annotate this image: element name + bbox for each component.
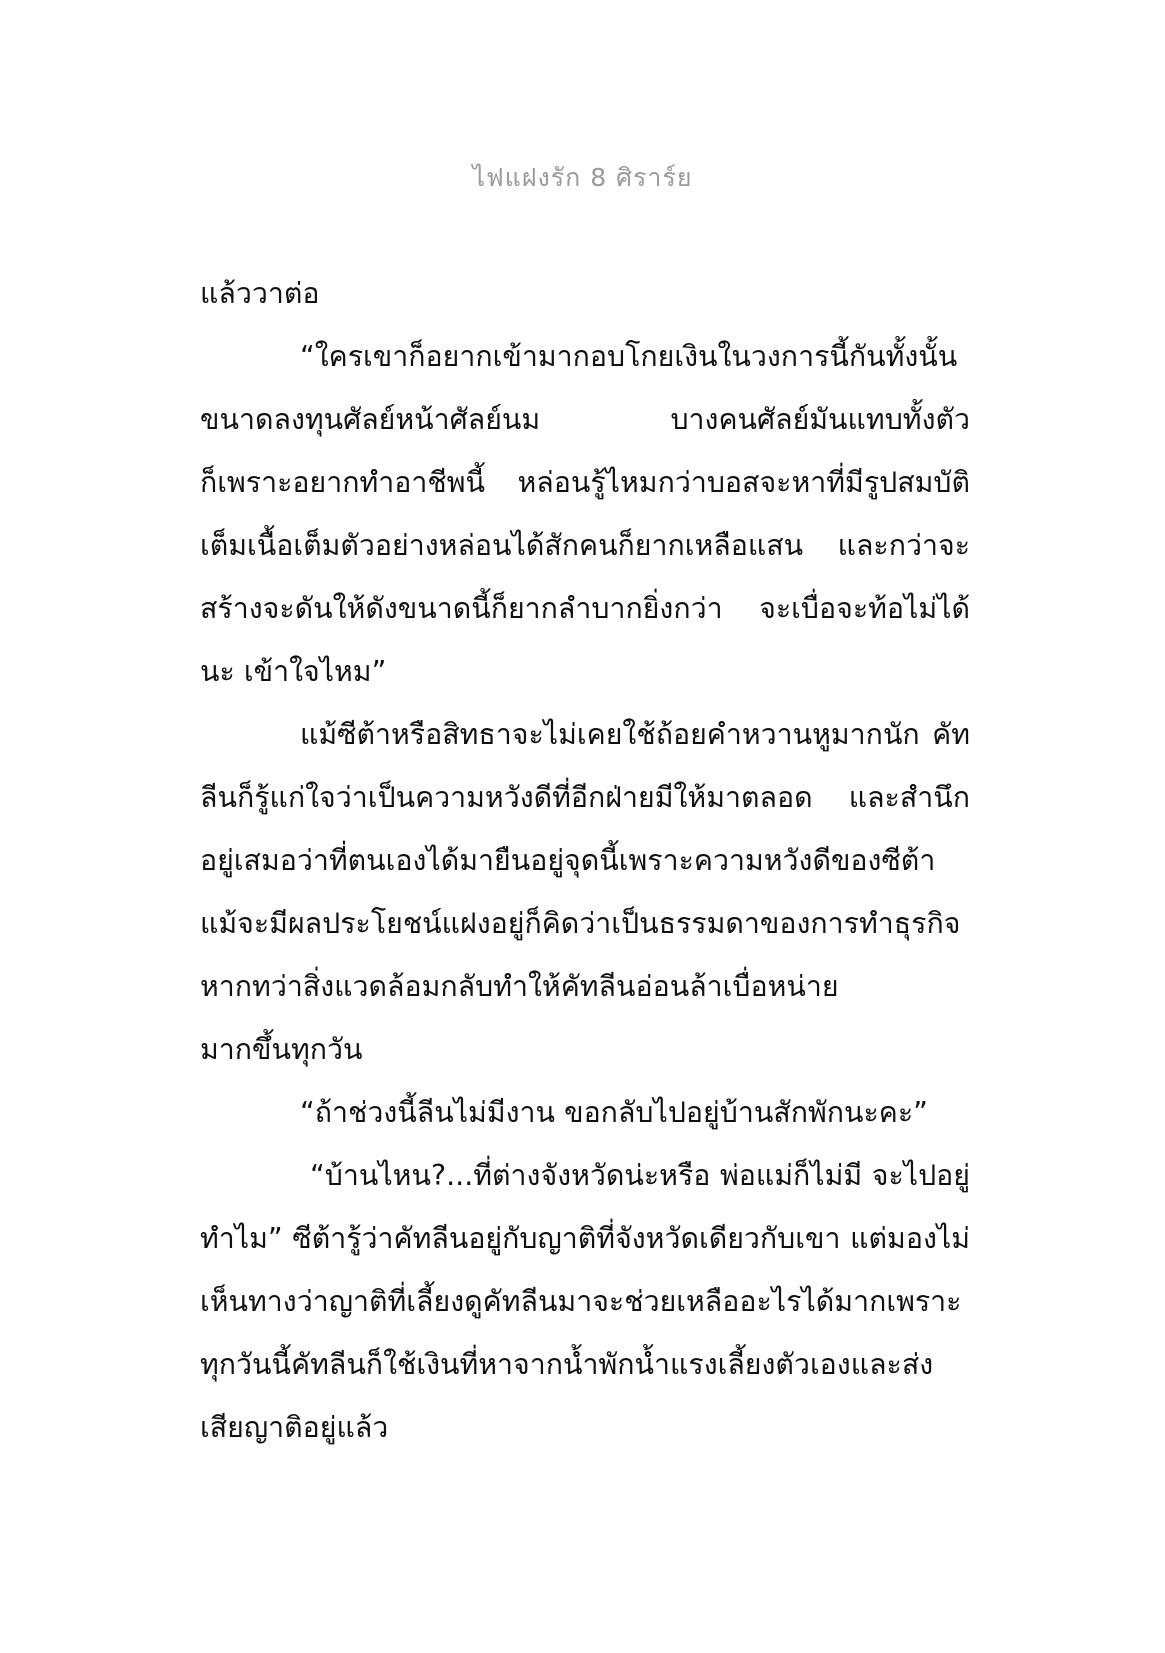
running-header: ไฟแฝงรัก 8 ศิราร์ย — [472, 163, 693, 192]
text-line: นะ เข้าใจไหม” — [200, 655, 387, 688]
text-line: ก็เพราะอยากทำอาชีพนี้ หล่อนรู้ไหมกว่าบอสจะหาที่มีรูปสมบัติ — [200, 466, 970, 499]
text-line: แม้จะมีผลประโยชน์แฝงอยู่ก็คิดว่าเป็นธรรมดาของการทำธุรกิจ — [200, 907, 961, 940]
text-line: ทุกวันนี้คัทลีนก็ใช้เงินที่หาจากน้ำพักน้ำแรงเลี้ยงตัวเองและส่ง — [200, 1348, 934, 1381]
text-line: ทำไม” ซีต้ารู้ว่าคัทลีนอยู่กับญาติที่จังหวัดเดียวกับเขา แต่มองไม่ — [200, 1222, 970, 1255]
text-line: เห็นทางว่าญาติที่เลี้ยงดูคัทลีนมาจะช่วยเหลืออะไรได้มากเพราะ — [200, 1285, 962, 1318]
text-line: แล้ววาต่อ — [200, 277, 320, 310]
text-line: “ใครเขาก็อยากเข้ามากอบโกยเงินในวงการนี้กันทั้งนั้น — [300, 340, 958, 373]
text-line: หากทว่าสิ่งแวดล้อมกลับทำให้คัทลีนอ่อนล้าเบื่อหน่าย — [200, 970, 839, 1003]
text-line: สร้างจะดันให้ดังขนาดนี้ก็ยากลำบากยิ่งกว่า จะเบื่อจะท้อไม่ได้ — [200, 592, 970, 625]
text-line: มากขึ้นทุกวัน — [200, 1033, 363, 1066]
text-line: “บ้านไหน?...ที่ต่างจังหวัดน่ะหรือ พ่อแม่ก็ไม่มี จะไปอยู่ — [310, 1159, 970, 1192]
text-line: อยู่เสมอว่าที่ตนเองได้มายืนอยู่จุดนี้เพราะความหวังดีของซีต้า — [200, 844, 936, 877]
text-line: แม้ซีต้าหรือสิทธาจะไม่เคยใช้ถ้อยคำหวานหูมากนัก คัท — [300, 718, 970, 751]
text-line: ขนาดลงทุนศัลย์หน้าศัลย์นม บางคนศัลย์มันแทบทั้งตัว — [200, 403, 970, 436]
text-line: “ถ้าช่วงนี้ลีนไม่มีงาน ขอกลับไปอยู่บ้านสักพักนะคะ” — [300, 1096, 928, 1129]
text-line: ลีนก็รู้แก่ใจว่าเป็นความหวังดีที่อีกฝ่ายมีให้มาตลอด และสำนึก — [200, 781, 970, 814]
body-text — [200, 262, 970, 1459]
text-line: เต็มเนื้อเต็มตัวอย่างหล่อนได้สักคนก็ยากเหลือแสน และกว่าจะ — [200, 529, 970, 562]
text-line: เสียญาติอยู่แล้ว — [200, 1411, 389, 1444]
